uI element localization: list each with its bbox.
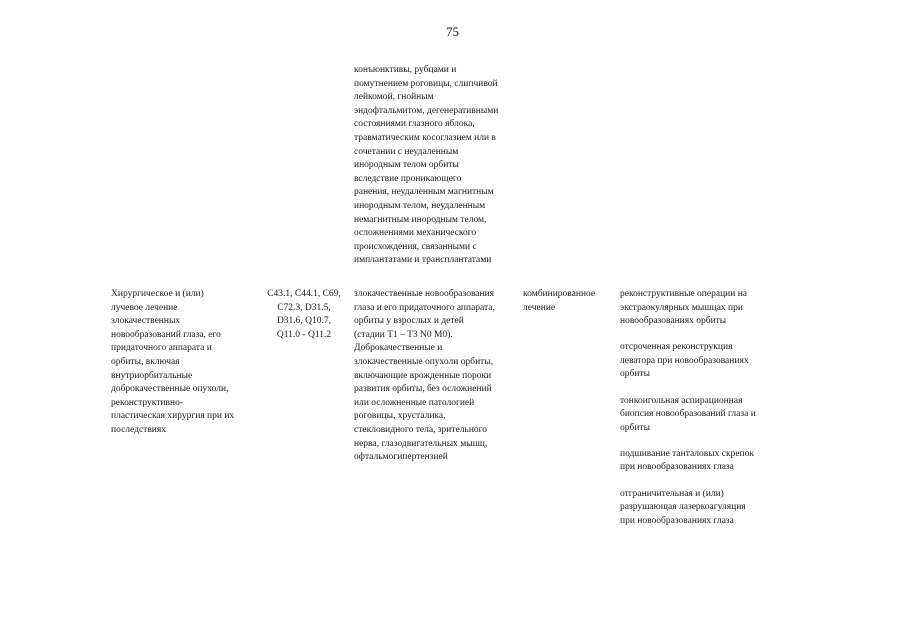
text-line: последствиях [111,424,167,435]
text-line: злокачественных [111,316,181,327]
care-type-name [111,288,234,438]
text-line: вследствие проникающего [354,173,462,184]
patient-model [354,288,495,465]
text-line: конъюнктивы, рубцами и [354,65,457,75]
text-line: отсроченная реконструкция [620,342,733,353]
text-line: инородным телом орбиты [354,160,459,171]
text-line: тонкоигольная аспирационная [620,395,743,406]
text-line: инородным телом, неудаленным [354,200,486,211]
text-line: осложнениями механического [354,228,477,239]
text-line: травматическим косоглазием или в [354,132,496,143]
text-line: новообразований глаза, его [111,329,221,340]
method-item [620,341,756,382]
text-line: злокачественные новообразования [354,289,495,299]
treatment-type [523,288,595,315]
text-line: помутнением роговицы, слипчивой [354,78,498,89]
text-line: C43.1, C44.1, C69, [267,289,341,299]
text-line: D31.6, Q10.7, [276,316,332,327]
text-line: орбиты [620,369,650,380]
text-line: лечение [523,302,556,313]
icd-codes [261,288,347,342]
text-line: глаза и его придаточного аппарата, [354,302,495,313]
text-line: происхождения, связанными с [354,241,477,252]
text-line: отграничительная и (или) [620,488,724,499]
text-line: имплантатами и трансплантатами [354,255,492,266]
treatment-methods [620,288,756,541]
text-line: Доброкачественные и [354,343,443,354]
text-line: сочетании с неудаленным [354,146,459,157]
text-line: C72.3, D31.5, [277,302,331,313]
text-line: леватора при новообразованиях [620,355,749,366]
text-line: экстраокулярных мышцах при [620,302,743,313]
text-line: при новообразованиях глаза [620,515,734,526]
text-line: немагнитным инородным телом, [354,214,487,225]
text-line: при новообразованиях глаза [620,462,734,473]
text-line: орбиты [620,422,650,433]
text-line: состояниями глазного яблока, [354,119,475,130]
continuation-model-text [354,64,498,268]
text-line: внутриорбитальные [111,370,193,381]
text-line: эндофтальмитом, дегенеративными [354,105,499,116]
text-line: орбиты у взрослых и детей [354,316,464,327]
text-line: пластическая хирургия при их [111,411,235,422]
text-line: ранения, неудаленным магнитным [354,187,494,198]
text-line: роговицы, хрусталика, [354,411,446,422]
page-number: 75 [446,24,459,39]
text-line: реконструктивно- [111,397,184,408]
method-item [620,448,756,475]
text-line: (стадии T1 – T3 N0 M0). [354,329,453,340]
method-item [620,395,756,436]
text-line: подшивание танталовых скрепок [620,448,754,459]
text-line: реконструктивные операции на [620,289,748,299]
text-line: новообразованиях орбиты [620,316,727,327]
text-line: комбинированное [523,289,596,299]
text-line: включающие врожденные пороки [354,370,492,381]
text-line: орбиты, включая [111,356,180,367]
text-line: биопсия новообразований глаза и [620,409,756,420]
method-item [620,488,756,529]
text-line: Хирургическое и (или) [111,289,204,299]
text-line: разрушающая лазеркоагуляция [620,502,746,513]
text-line: стекловидного тела, зрительного [354,424,488,435]
text-line: Q11.0 - Q11.2 [276,329,332,340]
text-line: нерва, глазодвигательных мышц, [354,438,488,449]
text-line: лейкомой, гнойным [354,92,434,103]
text-line: доброкачественные опухоли, [111,384,229,395]
text-line: придаточного аппарата и [111,343,212,354]
method-item [620,288,756,329]
text-line: офтальмогипертензией [354,452,448,463]
text-line: развития орбиты, без осложнений [354,384,492,395]
text-line: лучевое лечение [111,302,178,313]
text-line: злокачественные опухоли орбиты, [354,356,494,367]
text-line: или осложненные патологией [354,397,475,408]
